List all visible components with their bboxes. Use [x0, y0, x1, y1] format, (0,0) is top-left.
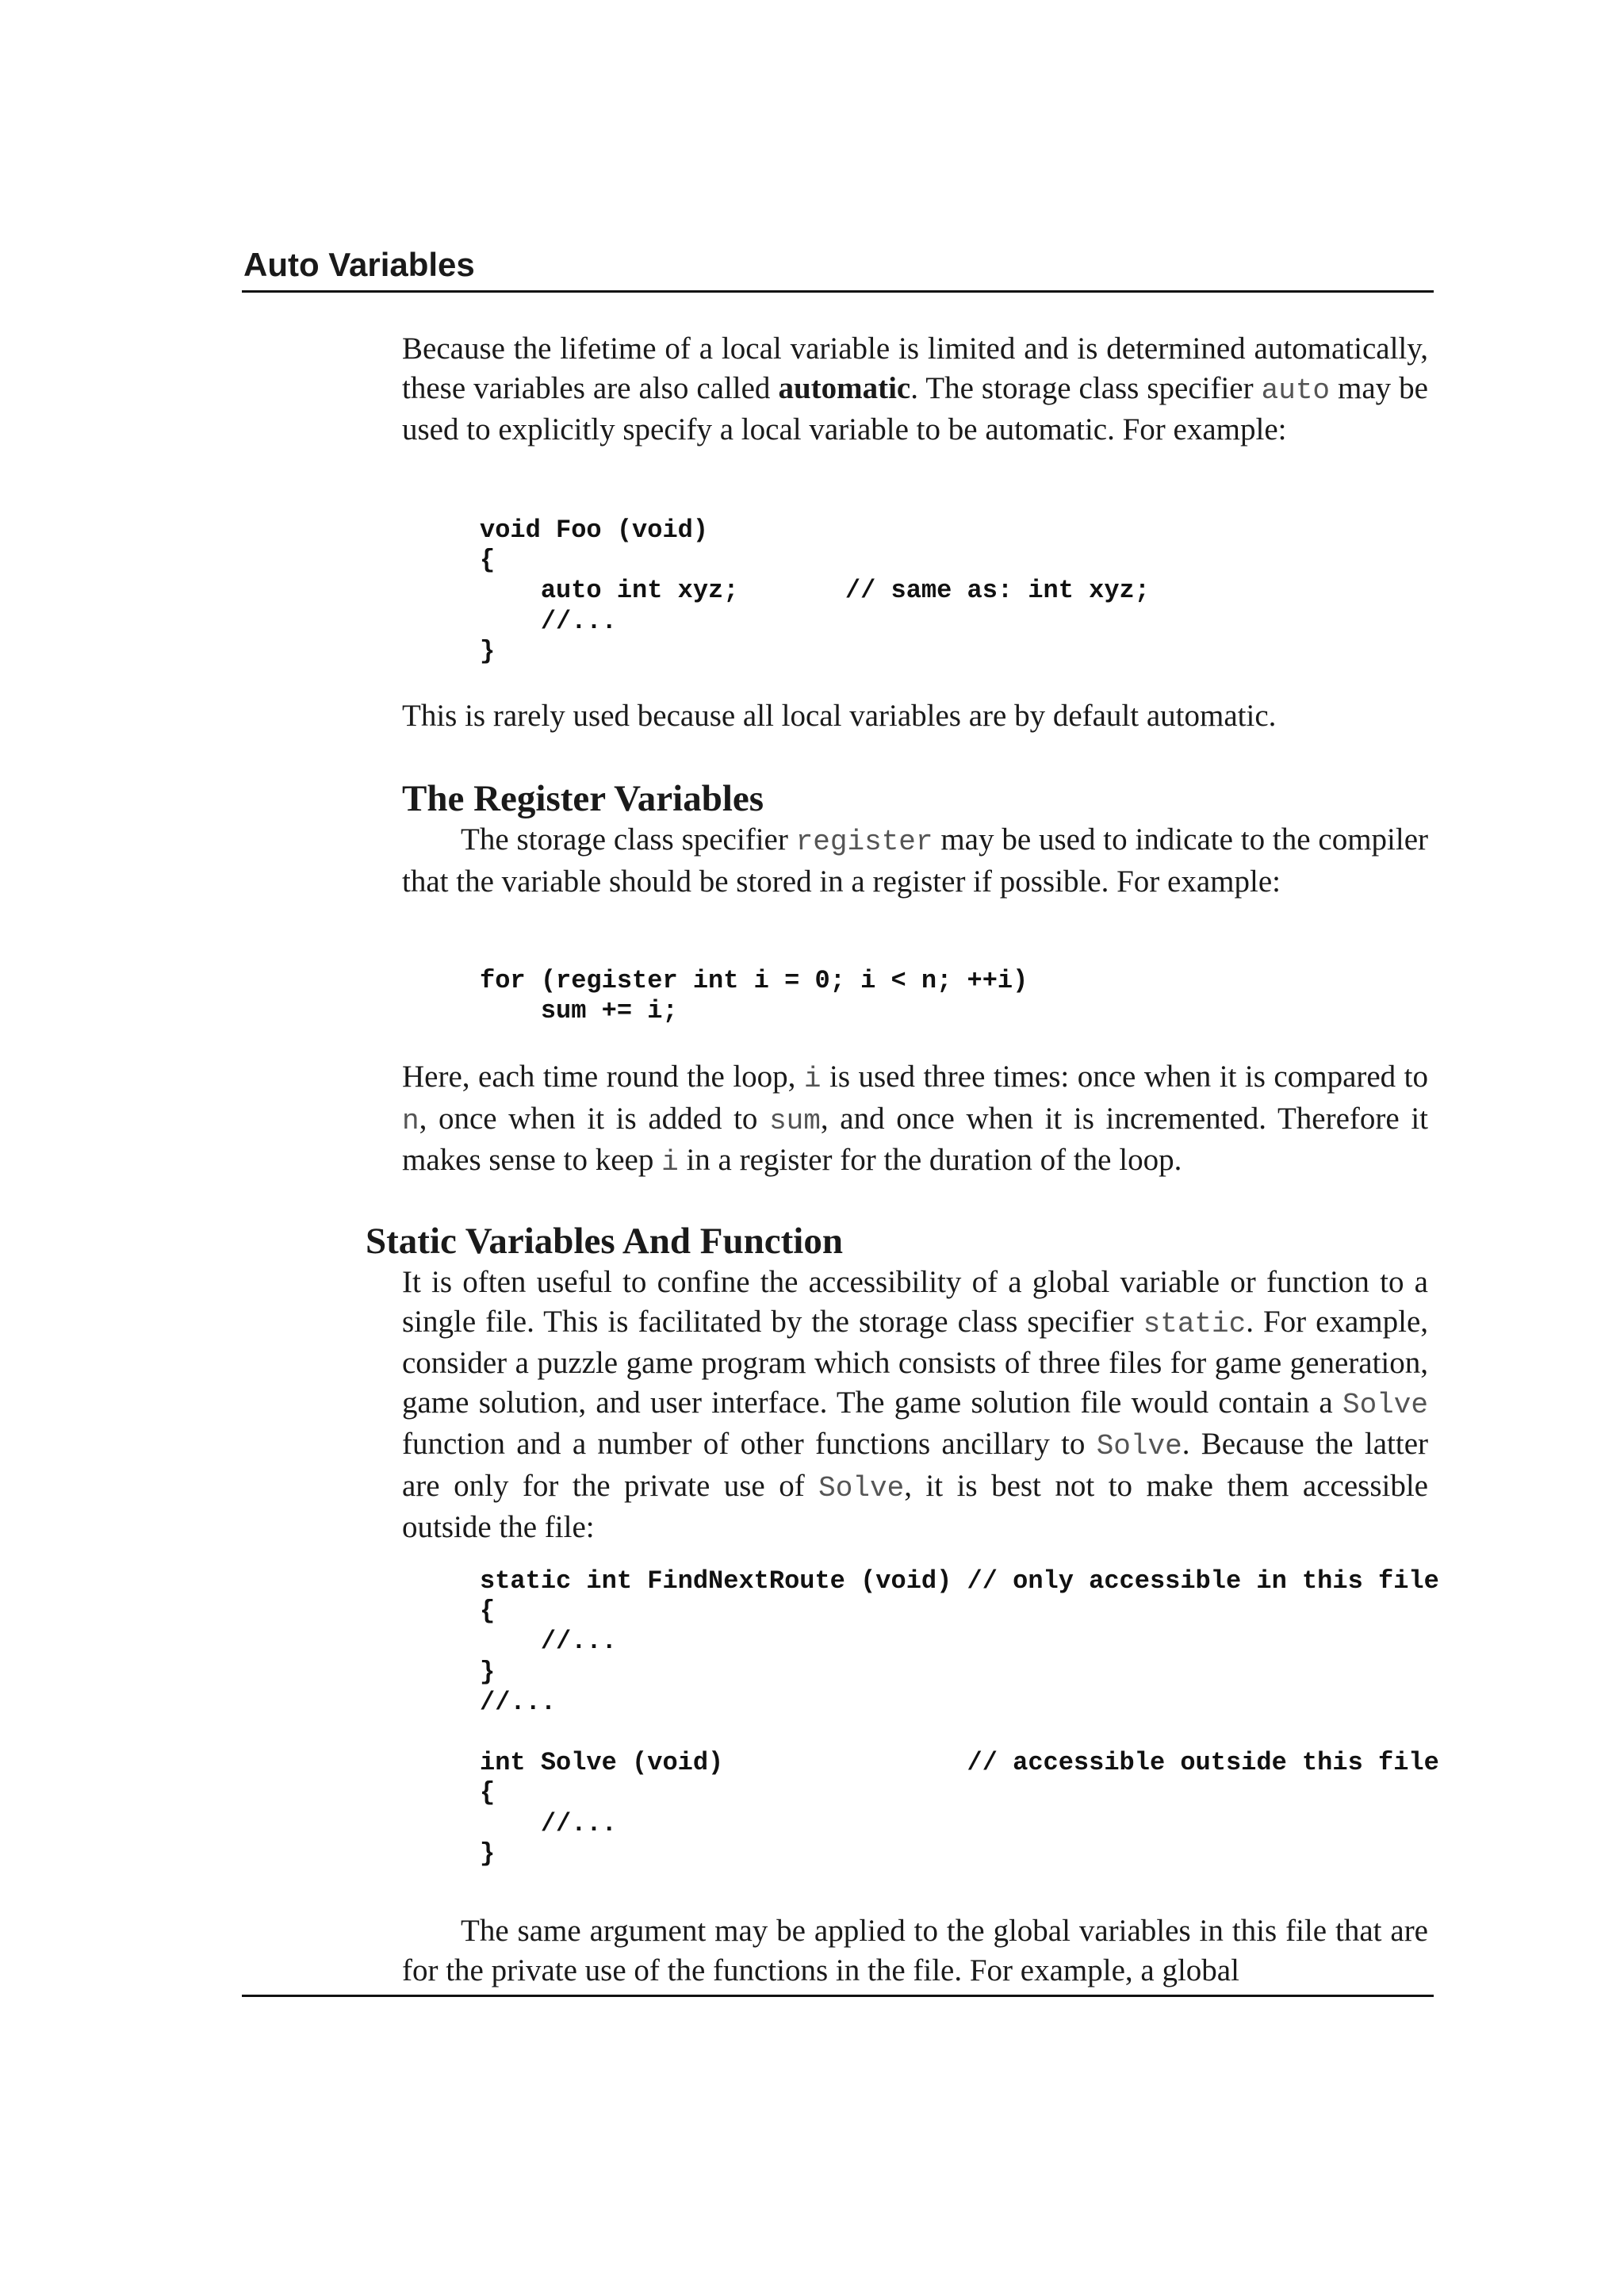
static-closing-paragraph: The same argument may be applied to the global variables in this file that are for the private use of the functions in the file. For example, a global	[402, 1914, 1428, 1987]
inline-code: Solve	[818, 1471, 905, 1504]
inline-code: i	[803, 1063, 822, 1095]
text-run: , and once when it is incremented. Therefore it makes sense to keep	[402, 1101, 1429, 1177]
text-run: . For example, consider a puzzle game program which consists of three files for game generation, game solution, and user interface. The game solution file would contain a	[402, 1304, 1428, 1420]
text-run: , once when it is added to	[419, 1101, 770, 1136]
code-block-static: static int FindNextRoute (void) // only accessible in this file { //... } //... int Solve (void) // accessible outside this file { //... }	[480, 1566, 1439, 1869]
text-run: . Because the latter are only for the private use of	[402, 1427, 1428, 1503]
text-run: Here, each time round the loop,	[402, 1060, 804, 1094]
inline-code: n	[402, 1104, 419, 1137]
inline-code: auto	[1261, 374, 1331, 407]
text-run: may be used to indicate to the compiler that the variable should be stored in a register if possible. For example:	[402, 822, 1428, 899]
text-run: Because the lifetime of a local variable is limited and is determined automatically, these variables are also called	[402, 332, 1428, 405]
text-run: in a register for the duration of the loop.	[678, 1143, 1182, 1177]
text-run: It is often useful to confine the accessibility of a global variable or function to a single file. This is facilitated by the storage class specifier	[402, 1265, 1428, 1339]
static-heading: Static Variables And Function	[366, 1221, 843, 1262]
text-run: may be used to explicitly specify a local variable to be automatic. For example:	[402, 370, 1428, 447]
text-run: The storage class specifier	[461, 822, 796, 857]
text-run: is used three times: once when it is compared to	[821, 1060, 1428, 1094]
auto-note-paragraph: This is rarely used because all local variables are by default automatic.	[402, 699, 1277, 733]
text-run: . The storage class specifier	[910, 370, 1262, 405]
register-explanation-paragraph	[402, 1057, 1428, 1182]
bold-term: automatic	[778, 370, 911, 405]
footer-rule	[242, 1995, 1434, 1997]
register-intro-paragraph	[402, 820, 1428, 901]
static-intro-paragraph	[402, 1263, 1428, 1547]
inline-code: i	[661, 1146, 679, 1179]
inline-code: register	[795, 826, 933, 858]
text-run: , it is best not to make them accessible outside the file:	[402, 1468, 1428, 1544]
inline-code: sum	[769, 1104, 821, 1137]
inline-code: Solve	[1342, 1388, 1428, 1421]
register-heading: The Register Variables	[402, 778, 764, 819]
code-block-auto: void Foo (void) { auto int xyz; // same as: int xyz; //... }	[480, 516, 1150, 666]
text-run: function and a number of other functions ancillary to	[402, 1427, 1097, 1461]
inline-code: static	[1143, 1307, 1247, 1340]
auto-intro-paragraph	[402, 329, 1428, 450]
inline-code: Solve	[1096, 1430, 1182, 1462]
page-header-title: Auto Variables	[243, 246, 475, 283]
code-block-register: for (register int i = 0; i < n; ++i) sum += i;	[480, 966, 1028, 1026]
header-rule	[242, 290, 1434, 293]
